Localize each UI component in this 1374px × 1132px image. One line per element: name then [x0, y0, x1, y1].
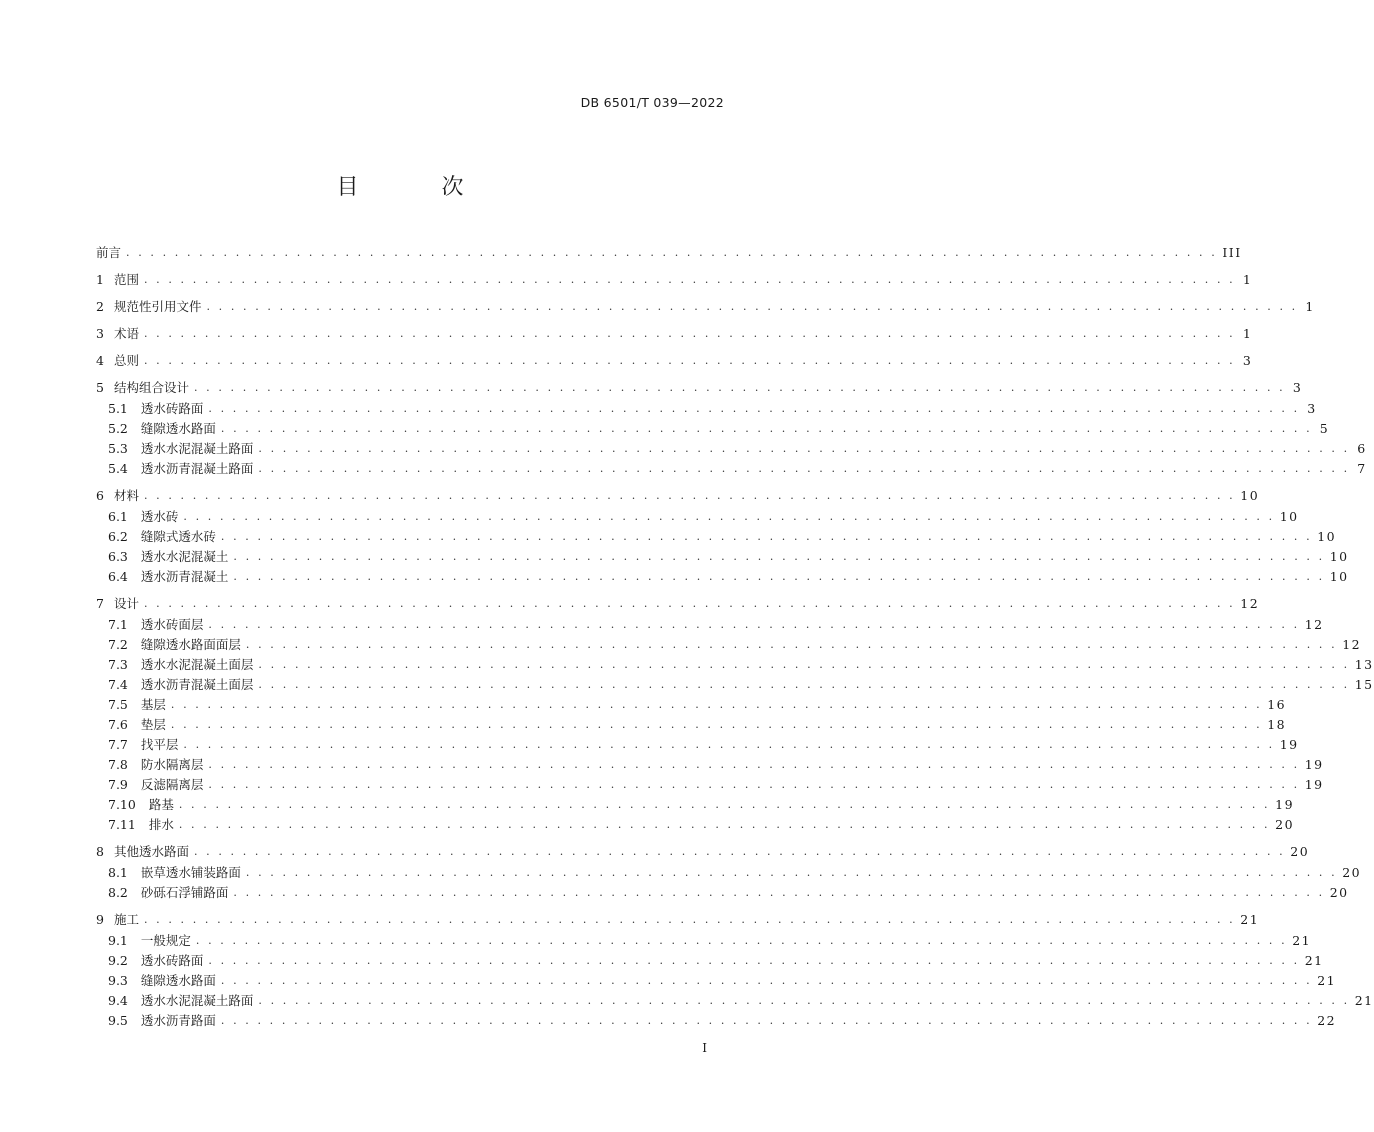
dot-leader: . . . . . . . . . . . . . . . . . . . . . . . . . . . . . . . . . . . . . . . . . . . . . . . . . . . . . . . . . . . . . . . . . . . . . . . . . . . . . . . . . . . . . . . . . . — [170, 698, 1263, 711]
toc-entry[interactable] — [108, 458, 1367, 478]
toc-entry-number: 7.11 — [108, 817, 136, 832]
toc-entry-label: 透水砖路面 — [140, 401, 204, 416]
dot-leader: . . . . . . . . . . . . . . . . . . . . . . . . . . . . . . . . . . . . . . . . . . . . . . . . . . . . . . . . . . . . . . . . . . . . . . . . . . . . . . . . . . . . . . . . . . — [208, 954, 1300, 967]
toc-entry[interactable] — [108, 990, 1374, 1010]
toc-entry[interactable] — [108, 614, 1324, 634]
toc-entry[interactable] — [96, 323, 1253, 343]
toc-entry-number: 8.2 — [108, 885, 128, 900]
toc-entry-page: 3 — [1292, 380, 1303, 395]
toc-entry-page: 5 — [1319, 421, 1330, 436]
document-code: DB 6501/T 039—2022 — [580, 95, 724, 110]
toc-entry-number: 4 — [96, 353, 104, 368]
toc-entry[interactable] — [96, 377, 1303, 397]
toc-entry-number: 7.1 — [108, 617, 128, 632]
toc-entry-number: 5 — [96, 380, 104, 395]
toc-entry[interactable] — [108, 862, 1362, 882]
toc-entry-label: 一般规定 — [140, 933, 191, 948]
dot-leader: . . . . . . . . . . . . . . . . . . . . . . . . . . . . . . . . . . . . . . . . . . . . . . . . . . . . . . . . . . . . . . . . . . . . . . . . . . . . . . . . . . . . . . . . . . — [208, 618, 1300, 631]
toc-entry-label: 透水沥青混凝土面层 — [140, 677, 254, 692]
toc-entry-page: 6 — [1357, 441, 1367, 456]
toc-entry-number: 7.5 — [108, 697, 128, 712]
toc-entry-page: 10 — [1317, 529, 1337, 544]
toc-entry-label: 透水砖 — [140, 509, 179, 524]
toc-entry[interactable] — [96, 593, 1260, 613]
dot-leader: . . . . . . . . . . . . . . . . . . . . . . . . . . . . . . . . . . . . . . . . . . . . . . . . . . . . . . . . . . . . . . . . . . . . . . . . . . . . . . . . . . . . . . . . . . — [258, 658, 1350, 671]
toc-entry-page: 20 — [1329, 885, 1349, 900]
toc-entry-label: 垫层 — [140, 717, 166, 732]
toc-entry[interactable] — [108, 654, 1374, 674]
toc-entry-page: 21 — [1292, 933, 1312, 948]
dot-leader: . . . . . . . . . . . . . . . . . . . . . . . . . . . . . . . . . . . . . . . . . . . . . . . . . . . . . . . . . . . . . . . . . . . . . . . . . . . . . . . . . . . . . . . . . . — [233, 886, 1325, 899]
toc-entry[interactable] — [108, 398, 1317, 418]
dot-leader: . . . . . . . . . . . . . . . . . . . . . . . . . . . . . . . . . . . . . . . . . . . . . . . . . . . . . . . . . . . . . . . . . . . . . . . . . . . . . . . . . . . . . . . . . . — [245, 866, 1338, 879]
dot-leader: . . . . . . . . . . . . . . . . . . . . . . . . . . . . . . . . . . . . . . . . . . . . . . . . . . . . . . . . . . . . . . . . . . . . . . . . . . . . . . . . . . . . . . . . . . — [193, 381, 1286, 394]
dot-leader: . . . . . . . . . . . . . . . . . . . . . . . . . . . . . . . . . . . . . . . . . . . . . . . . . . . . . . . . . . . . . . . . . . . . . . . . . . . . . . . . . . . . . . . . . . — [258, 442, 1350, 455]
toc-entry[interactable] — [96, 485, 1260, 505]
toc-entry-number: 6.4 — [108, 569, 128, 584]
toc-entry-page: 18 — [1267, 717, 1287, 732]
dot-leader: . . . . . . . . . . . . . . . . . . . . . . . . . . . . . . . . . . . . . . . . . . . . . . . . . . . . . . . . . . . . . . . . . . . . . . . . . . . . . . . . . . . . . . . . . . — [143, 597, 1236, 610]
toc-entry-number: 7.8 — [108, 757, 128, 772]
dot-leader: . . . . . . . . . . . . . . . . . . . . . . . . . . . . . . . . . . . . . . . . . . . . . . . . . . . . . . . . . . . . . . . . . . . . . . . . . . . . . . . . . . . . . . . . . . — [245, 638, 1338, 651]
toc-entry-label: 找平层 — [140, 737, 179, 752]
toc-entry-page: 22 — [1317, 1013, 1337, 1028]
toc-entry-label: 缝隙透水路面 — [140, 973, 216, 988]
dot-leader: . . . . . . . . . . . . . . . . . . . . . . . . . . . . . . . . . . . . . . . . . . . . . . . . . . . . . . . . . . . . . . . . . . . . . . . . . . . . . . . . . . . . . . . . . . — [143, 354, 1236, 367]
toc-entry-number: 6.1 — [108, 509, 128, 524]
toc-entry-label: 结构组合设计 — [113, 380, 189, 395]
toc-entry-page: 13 — [1354, 657, 1374, 672]
toc-entry-label: 设计 — [113, 596, 139, 611]
toc-entry-label: 透水砖面层 — [140, 617, 204, 632]
toc-entry-page: 19 — [1304, 777, 1324, 792]
toc-entry[interactable] — [96, 909, 1260, 929]
dot-leader: . . . . . . . . . . . . . . . . . . . . . . . . . . . . . . . . . . . . . . . . . . . . . . . . . . . . . . . . . . . . . . . . . . . . . . . . . . . . . . . . . . . . . . . . . . — [220, 1014, 1313, 1027]
toc-entry-page: 19 — [1279, 737, 1299, 752]
toc-entry[interactable] — [96, 350, 1253, 370]
toc-entry-label: 术语 — [113, 326, 139, 341]
toc-entry-label: 材料 — [113, 488, 139, 503]
toc-entry[interactable] — [108, 814, 1295, 834]
dot-leader: . . . . . . . . . . . . . . . . . . . . . . . . . . . . . . . . . . . . . . . . . . . . . . . . . . . . . . . . . . . . . . . . . . . . . . . . . . . . . . . . . . . . . . . . . . — [220, 422, 1313, 435]
dot-leader: . . . . . . . . . . . . . . . . . . . . . . . . . . . . . . . . . . . . . . . . . . . . . . . . . . . . . . . . . . . . . . . . . . . . . . . . . . . . . . . . . . . . . . . . . . — [220, 974, 1313, 987]
dot-leader: . . . . . . . . . . . . . . . . . . . . . . . . . . . . . . . . . . . . . . . . . . . . . . . . . . . . . . . . . . . . . . . . . . . . . . . . . . . . . . . . . . . . . . . . . . — [178, 798, 1271, 811]
toc-entry-number: 7.2 — [108, 637, 128, 652]
toc-entry[interactable] — [108, 882, 1349, 902]
toc-entry-page: 1 — [1242, 326, 1253, 341]
toc-entry-page: 10 — [1240, 488, 1260, 503]
toc-entry-page: 3 — [1242, 353, 1253, 368]
toc-entry[interactable] — [108, 930, 1312, 950]
toc-entry-label: 透水沥青混凝土 — [140, 569, 229, 584]
toc-entry[interactable] — [108, 714, 1287, 734]
dot-leader: . . . . . . . . . . . . . . . . . . . . . . . . . . . . . . . . . . . . . . . . . . . . . . . . . . . . . . . . . . . . . . . . . . . . . . . . . . . . . . . . . . . . . . . . . . — [208, 778, 1300, 791]
toc-entry-number: 6.3 — [108, 549, 128, 564]
toc-entry-page: 19 — [1275, 797, 1295, 812]
toc-entry-number: 9 — [96, 912, 104, 927]
toc-entry-label: 规范性引用文件 — [113, 299, 202, 314]
toc-entry-label: 透水水泥混凝土路面 — [140, 441, 254, 456]
toc-entry-label: 路基 — [148, 797, 174, 812]
toc-entry[interactable] — [108, 418, 1330, 438]
toc-entry[interactable] — [96, 242, 1242, 262]
dot-leader: . . . . . . . . . . . . . . . . . . . . . . . . . . . . . . . . . . . . . . . . . . . . . . . . . . . . . . . . . . . . . . . . . . . . . . . . . . . . . . . . . . . . . . . . . . — [208, 402, 1300, 415]
toc-entry-label: 透水砖路面 — [140, 953, 204, 968]
toc-entry-label: 嵌草透水铺装路面 — [140, 865, 241, 880]
toc-entry[interactable] — [96, 269, 1253, 289]
toc-entry-number: 1 — [96, 272, 104, 287]
toc-entry[interactable] — [108, 774, 1324, 794]
toc-entry-number: 7 — [96, 596, 104, 611]
toc-entry-number: 5.1 — [108, 401, 128, 416]
toc-entry-number: 5.3 — [108, 441, 128, 456]
toc-entry-label: 防水隔离层 — [140, 757, 204, 772]
dot-leader: . . . . . . . . . . . . . . . . . . . . . . . . . . . . . . . . . . . . . . . . . . . . . . . . . . . . . . . . . . . . . . . . . . . . . . . . . . . . . . . . . . . . . . . . . . — [258, 678, 1350, 691]
dot-leader: . . . . . . . . . . . . . . . . . . . . . . . . . . . . . . . . . . . . . . . . . . . . . . . . . . . . . . . . . . . . . . . . . . . . . . . . . . . . . . . . . . . . . . . . . . — [143, 489, 1236, 502]
toc-entry[interactable] — [108, 734, 1299, 754]
toc-entry-label: 前言 — [96, 245, 122, 260]
toc-entry-number: 2 — [96, 299, 104, 314]
toc-entry-number: 9.1 — [108, 933, 128, 948]
dot-leader: . . . . . . . . . . . . . . . . . . . . . . . . . . . . . . . . . . . . . . . . . . . . . . . . . . . . . . . . . . . . . . . . . . . . . . . . . . . . . . . . . . . . . . . . . . — [143, 913, 1236, 926]
toc-entry-label: 透水沥青路面 — [140, 1013, 216, 1028]
toc-entry-label: 透水水泥混凝土 — [140, 549, 229, 564]
toc-entry-page: 10 — [1329, 569, 1349, 584]
toc-entry-page: 21 — [1317, 973, 1337, 988]
dot-leader: . . . . . . . . . . . . . . . . . . . . . . . . . . . . . . . . . . . . . . . . . . . . . . . . . . . . . . . . . . . . . . . . . . . . . . . . . . . . . . . . . . . . . . . . . . — [143, 327, 1236, 340]
toc-entry-number: 5.4 — [108, 461, 128, 476]
toc-entry-number: 7.9 — [108, 777, 128, 792]
toc-entry-page: 10 — [1329, 549, 1349, 564]
toc-entry-page: 1 — [1305, 299, 1315, 314]
toc-entry-label: 缝隙透水路面 — [140, 421, 216, 436]
dot-leader: . . . . . . . . . . . . . . . . . . . . . . . . . . . . . . . . . . . . . . . . . . . . . . . . . . . . . . . . . . . . . . . . . . . . . . . . . . . . . . . . . . . . . . . . . . — [193, 845, 1286, 858]
toc-entry-page: 12 — [1240, 596, 1260, 611]
toc-entry-label: 砂砾石浮铺路面 — [140, 885, 229, 900]
toc-entry[interactable] — [108, 794, 1295, 814]
dot-leader: . . . . . . . . . . . . . . . . . . . . . . . . . . . . . . . . . . . . . . . . . . . . . . . . . . . . . . . . . . . . . . . . . . . . . . . . . . . . . . . . . . . . . . . . . . — [258, 994, 1350, 1007]
toc-entry-page: 20 — [1342, 865, 1362, 880]
toc-entry-page: III — [1222, 245, 1242, 260]
dot-leader: . . . . . . . . . . . . . . . . . . . . . . . . . . . . . . . . . . . . . . . . . . . . . . . . . . . . . . . . . . . . . . . . . . . . . . . . . . . . . . . . . . . . . . . . . . — [208, 758, 1300, 771]
toc-entry-label: 总则 — [113, 353, 139, 368]
toc-entry-page: 3 — [1307, 401, 1317, 416]
toc-entry-label: 缝隙式透水砖 — [140, 529, 216, 544]
toc-entry-label: 基层 — [140, 697, 166, 712]
dot-leader: . . . . . . . . . . . . . . . . . . . . . . . . . . . . . . . . . . . . . . . . . . . . . . . . . . . . . . . . . . . . . . . . . . . . . . . . . . . . . . . . . . . . . . . . . . — [178, 818, 1271, 831]
dot-leader: . . . . . . . . . . . . . . . . . . . . . . . . . . . . . . . . . . . . . . . . . . . . . . . . . . . . . . . . . . . . . . . . . . . . . . . . . . . . . . . . . . . . . . . . . . — [206, 300, 1298, 313]
toc-entry[interactable] — [108, 694, 1287, 714]
toc-entry-page: 21 — [1354, 993, 1374, 1008]
toc-entry-page: 21 — [1240, 912, 1260, 927]
toc-entry-label: 透水水泥混凝土路面 — [140, 993, 254, 1008]
toc-entry-number: 9.4 — [108, 993, 128, 1008]
toc-entry[interactable] — [108, 970, 1337, 990]
toc-entry[interactable] — [108, 506, 1299, 526]
toc-entry-label: 施工 — [113, 912, 139, 927]
toc-entry-number: 3 — [96, 326, 104, 341]
toc-entry[interactable] — [108, 1010, 1337, 1030]
toc-entry-number: 8.1 — [108, 865, 128, 880]
toc-entry-number: 6.2 — [108, 529, 128, 544]
dot-leader: . . . . . . . . . . . . . . . . . . . . . . . . . . . . . . . . . . . . . . . . . . . . . . . . . . . . . . . . . . . . . . . . . . . . . . . . . . . . . . . . . . . . . . . . . . — [220, 530, 1313, 543]
toc-entry-label: 透水水泥混凝土面层 — [140, 657, 254, 672]
dot-leader: . . . . . . . . . . . . . . . . . . . . . . . . . . . . . . . . . . . . . . . . . . . . . . . . . . . . . . . . . . . . . . . . . . . . . . . . . . . . . . . . . . . . . . . . . . — [170, 718, 1263, 731]
toc-entry-number: 7.6 — [108, 717, 128, 732]
toc-entry-page: 12 — [1304, 617, 1324, 632]
dot-leader: . . . . . . . . . . . . . . . . . . . . . . . . . . . . . . . . . . . . . . . . . . . . . . . . . . . . . . . . . . . . . . . . . . . . . . . . . . . . . . . . . . . . . . . . . . — [183, 738, 1275, 751]
toc-entry[interactable] — [96, 841, 1310, 861]
dot-leader: . . . . . . . . . . . . . . . . . . . . . . . . . . . . . . . . . . . . . . . . . . . . . . . . . . . . . . . . . . . . . . . . . . . . . . . . . . . . . . . . . . . . . . . . . . — [143, 273, 1236, 286]
toc-entry-label: 缝隙透水路面面层 — [140, 637, 241, 652]
toc-entry-label: 排水 — [148, 817, 174, 832]
toc-entry-label: 其他透水路面 — [113, 844, 189, 859]
toc-entry-number: 6 — [96, 488, 104, 503]
toc-entry-label: 透水沥青混凝土路面 — [140, 461, 254, 476]
dot-leader: . . . . . . . . . . . . . . . . . . . . . . . . . . . . . . . . . . . . . . . . . . . . . . . . . . . . . . . . . . . . . . . . . . . . . . . . . . . . . . . . . . . . . . . . . . — [195, 934, 1288, 947]
toc-entry-number: 7.3 — [108, 657, 128, 672]
toc-entry-number: 7.10 — [108, 797, 136, 812]
toc-entry-page: 16 — [1267, 697, 1287, 712]
dot-leader: . . . . . . . . . . . . . . . . . . . . . . . . . . . . . . . . . . . . . . . . . . . . . . . . . . . . . . . . . . . . . . . . . . . . . . . . . . . . . . . . . . . . . . . . . . — [233, 570, 1325, 583]
toc-entry-page: 10 — [1279, 509, 1299, 524]
toc-entry[interactable] — [108, 566, 1349, 586]
toc-entry-page: 20 — [1275, 817, 1295, 832]
toc-entry-page: 21 — [1304, 953, 1324, 968]
dot-leader: . . . . . . . . . . . . . . . . . . . . . . . . . . . . . . . . . . . . . . . . . . . . . . . . . . . . . . . . . . . . . . . . . . . . . . . . . . . . . . . . . . . . . . . . . . — [183, 510, 1275, 523]
toc-entry[interactable] — [96, 296, 1315, 316]
dot-leader: . . . . . . . . . . . . . . . . . . . . . . . . . . . . . . . . . . . . . . . . . . . . . . . . . . . . . . . . . . . . . . . . . . . . . . . . . . . . . . . . . . . . . . . . . . — [258, 462, 1350, 475]
toc-entry-number: 5.2 — [108, 421, 128, 436]
toc-entry-number: 9.5 — [108, 1013, 128, 1028]
dot-leader: . . . . . . . . . . . . . . . . . . . . . . . . . . . . . . . . . . . . . . . . . . . . . . . . . . . . . . . . . . . . . . . . . . . . . . . . . . . . . . . . . . . . . . . . . . — [233, 550, 1325, 563]
toc-entry-page: 1 — [1242, 272, 1253, 287]
toc-entry-number: 9.3 — [108, 973, 128, 988]
toc-entry[interactable] — [108, 754, 1324, 774]
toc-entry-number: 7.7 — [108, 737, 128, 752]
toc-entry[interactable] — [108, 438, 1367, 458]
toc-entry[interactable] — [108, 634, 1362, 654]
dot-leader: . . . . . . . . . . . . . . . . . . . . . . . . . . . . . . . . . . . . . . . . . . . . . . . . . . . . . . . . . . . . . . . . . . . . . . . . . . . . . . . . . . . . . . . . . . — [126, 246, 1218, 259]
toc-entry-number: 7.4 — [108, 677, 128, 692]
toc-entry[interactable] — [108, 950, 1324, 970]
toc-entry-number: 8 — [96, 844, 104, 859]
toc-entry-label: 范围 — [113, 272, 139, 287]
toc-title: 目 次 — [336, 175, 502, 200]
page-number: I — [702, 1041, 707, 1055]
toc-entry-page: 12 — [1342, 637, 1362, 652]
toc-entry-page: 20 — [1290, 844, 1310, 859]
toc-entry-page: 15 — [1354, 677, 1374, 692]
toc-entry[interactable] — [108, 526, 1337, 546]
toc-entry[interactable] — [108, 674, 1374, 694]
toc-entry-label: 反滤隔离层 — [140, 777, 204, 792]
toc-entry-number: 9.2 — [108, 953, 128, 968]
toc-entry[interactable] — [108, 546, 1349, 566]
toc-entry-page: 7 — [1357, 461, 1367, 476]
toc-entry-page: 19 — [1304, 757, 1324, 772]
